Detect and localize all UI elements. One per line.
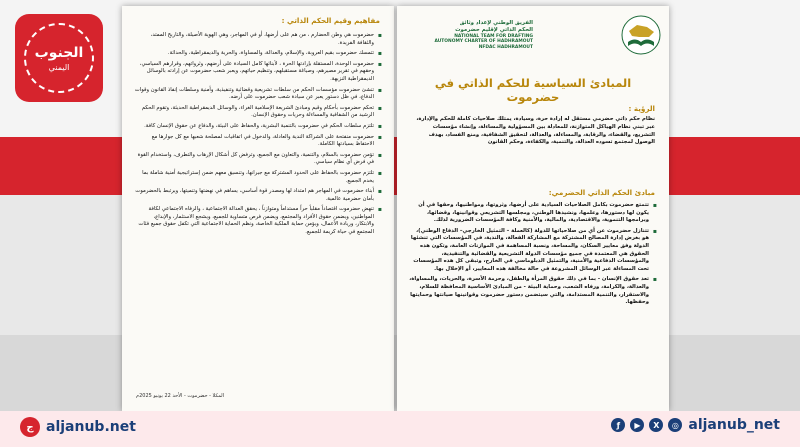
channel-logo-line1: الجنوب xyxy=(34,44,84,61)
org-name-ar-2: الحكم الذاتي لإقليم حضرموت xyxy=(455,26,533,33)
org-header xyxy=(405,12,661,58)
org-name-en-1: NATIONAL TEAM FOR DRAFTING xyxy=(454,33,533,39)
list-item: ▪ حضرموت منفتحة على الشراكة الندية والعادلة، والدخول في اتفاقيات لمصلحة شعبها مع كل جوارها مع الاحتفاظ بسيادتها الكاملة. xyxy=(134,134,382,149)
list-item: ▪ تتمسك حضرموت بقيم العروبة، والإسلام، والعدالة، والمساواة، والحرية والديمقراطية، والحداثة. xyxy=(134,50,382,58)
list-item: ▪ تتنازل حضرموت عن أي من صلاحياتها للدولة (كالعملة – التمثيل الخارجي– الدفاع الوطني)، هو بغرض إدارة المصالح المشتركة مع المشاركة الفعالة، والندية، في المؤسسات التي تنشئها الدولة وفق معايير السكان، والمساحة، ونسبة المساهمة في الموازنات العامة، وتكون هذه الحقوق هي المعتمدة في جميع مؤسسات الدولة التشريعية والقضائية والتنفيذية، والمؤسسات الدفاعية والأمنية، والتمثيل الدبلوماسي في الخارج، وتبقى كل هذه المؤسسات تحت المساءلة عبر الوسائل المشروعة في حالة مخالفة هذه المعايير، أو الإخلال بها. xyxy=(409,228,657,274)
list-item: ▪ تنشئ حضرموت مؤسسات الحكم من سلطات تشريعية وقضائية وتنفيذية، وأمنية وسلطات إنفاذ القانون وقوات الدفاع، في ظل دستور يعبر عن سيادة شعب حضرموت على أرضه. xyxy=(134,87,382,102)
document-title: المبادئ السياسية للحكم الذاتي في حضرموت xyxy=(434,76,632,104)
org-name-en-3: NFDAC HADHRAMOUT xyxy=(478,44,533,50)
principles-list xyxy=(409,202,657,310)
list-item: ▪ حضرموت الوحدة، المستقلة بإرادتها الحرة ، لأبنائها كامل السيادة على أرضهم، وثرواتهم، وقرارهم السياسي، وحقهم في تقرير مصيرهم، وصياغة مستقبلهم، وتنظيم حياتهم، ويعبر شعب حضرموت عن إرادته بالوسائل الديمقراطية النزيهة. xyxy=(134,61,382,84)
list-item: ▪ تلتزم سلطات الحكم في حضرموت بالتنمية البشرية، والحفاظ على البيئة، والدفاع عن حقوق الإنسان كافة. xyxy=(134,123,382,131)
list-item: ▪ تعد حقوق الإنسان - بما في ذلك حقوق المرأة والطفل، وحرمة الأسرة، والحريات، والمساواة، والعدالة، والكرامة، ورفاه الشعب، وحماية البيئة - من المبادئ الأساسية المحافظة للسلام، والاستقرار، والتنمية المستدامة، والتي سيتضمن دستور حضرموت وقوانينها صيانتها وحمايتها وحفظها. xyxy=(409,276,657,306)
document-page-concepts xyxy=(122,6,394,411)
brand-right[interactable] xyxy=(611,417,780,433)
brand-handle: aljanub_net xyxy=(688,417,780,433)
list-item: ▪ حضرموت هي وطن الحضارم ، من هم على أرضها، أو في المهاجر، وهي الهوية الأصيلة، والتاريخ الممتد، والثقافة الفريدة. xyxy=(134,32,382,47)
list-item: ▪ تحكم حضرموت بأحكام وقيم ومبادئ الشريعة الإسلامية الغراء، والوسائل الديمقراطية الحديثة، وتقوم الحكم الرشيد من الشفافية والمساءلة وحريات وحقوق الإنسان. xyxy=(134,105,382,120)
instagram-icon[interactable]: ◎ xyxy=(668,418,682,432)
list-item: ▪ تتمتع حضرموت بكامل الصلاحيات السيادية على أرضها، وثروتها، ومواطنيها، وحقها في أن يكون لها دستورها، وعلمها، ونشيدها الوطني، ومجلسها التشريعي وقوانينها، وقضائها، وبرامجها التنموية، والاقتصادية، والمالية، والأمنية وكافة المؤسسات الضرورية لذلك. xyxy=(409,202,657,225)
list-item: ▪ تلتزم حضرموت بالحفاظ على الحدود المشتركة مع جيرانها، وتنسيق معهم ضمن إستراتيجية أمنية شاملة بما يخدم الجميع. xyxy=(134,170,382,185)
vision-text: نظام حكم ذاتي حضرمي مستقل له إرادة حرة، وسيادة، يمتلك صلاحيات كاملة للحكم والإدارة، عبر تبني نظام الهياكل المتوازنة، للمعادلة بين المسؤولية والمساءلة، وإنشاء مؤسسات التشريع، والقضاء، والرقابة، والمساءلة، والعدالة، لتحقيق الشفافية، ومنع الفساد، بهدف الوصول لمجتمع تسوده العدالة، والتنمية، والكفاءة، وحكم القانون xyxy=(416,116,655,146)
brand-left[interactable] xyxy=(20,417,136,437)
concepts-title: مفاهيم وقيم الحكم الذاتي : xyxy=(281,16,380,25)
list-item: ▪ تنهض حضرموت اقتصاداً مقلباً حراً مستداماً ومتوازناً ، يحقق العدالة الاجتماعية ، والرفاه الاجتماعي لكافة المواطنين، ويضمن حقوق الأفراد والمجتمع، ويضمن فرص متساوية للجميع، ويشجع الاستثمار، والإبداع، والابتكار، وريادة الأعمال، ويؤمن حماية الملكية الخاصة، ونظم الحماية الاجتماعية التي تكفل حقوق جميع فئات المجتمع في حياة كريمة للجميع. xyxy=(134,206,382,236)
channel-logo-ring xyxy=(24,23,94,93)
facebook-icon[interactable]: ƒ xyxy=(611,418,625,432)
org-map-book-icon xyxy=(621,15,661,55)
principles-heading: مبادئ الحكم الذاتي الحضرمي: xyxy=(548,188,655,197)
list-item: ▪ تؤمن حضرموت بالسلام، والتنمية، والتعاون مع الجميع، وترفض كل أشكال الإرهاب والتطرف، واستخدام القوة في فرض أي نظام سياسي. xyxy=(134,152,382,167)
brand-domain: aljanub.net xyxy=(46,419,136,435)
youtube-icon[interactable]: ▶ xyxy=(630,418,644,432)
document-page-principles xyxy=(397,6,669,411)
vision-heading: الرؤية : xyxy=(628,104,655,113)
org-name-block xyxy=(405,20,533,50)
org-name-ar-1: الفريق الوطني لإعداد وثائق xyxy=(459,19,533,26)
channel-logo-line2: اليمني xyxy=(48,62,70,72)
org-name-en-2: AUTONOMY CHARTER OF HADHRAMOUT xyxy=(434,39,533,45)
list-item: ▪ أبناء حضرموت في المهاجر هم امتداد لها ومصدر قوة أساسي، يساهم في نهضتها وتنميتها، ويرتبط بالحضرموت بأمان حضرمية عالمية. xyxy=(134,188,382,203)
concepts-footer: المكلا - حضرموت - الأحد 22 يونيو 2025م xyxy=(136,393,225,399)
brand-badge-icon: ج xyxy=(20,417,40,437)
channel-logo xyxy=(15,14,103,102)
x-icon[interactable]: X xyxy=(649,418,663,432)
concepts-list xyxy=(134,32,382,240)
social-icons xyxy=(611,418,682,432)
